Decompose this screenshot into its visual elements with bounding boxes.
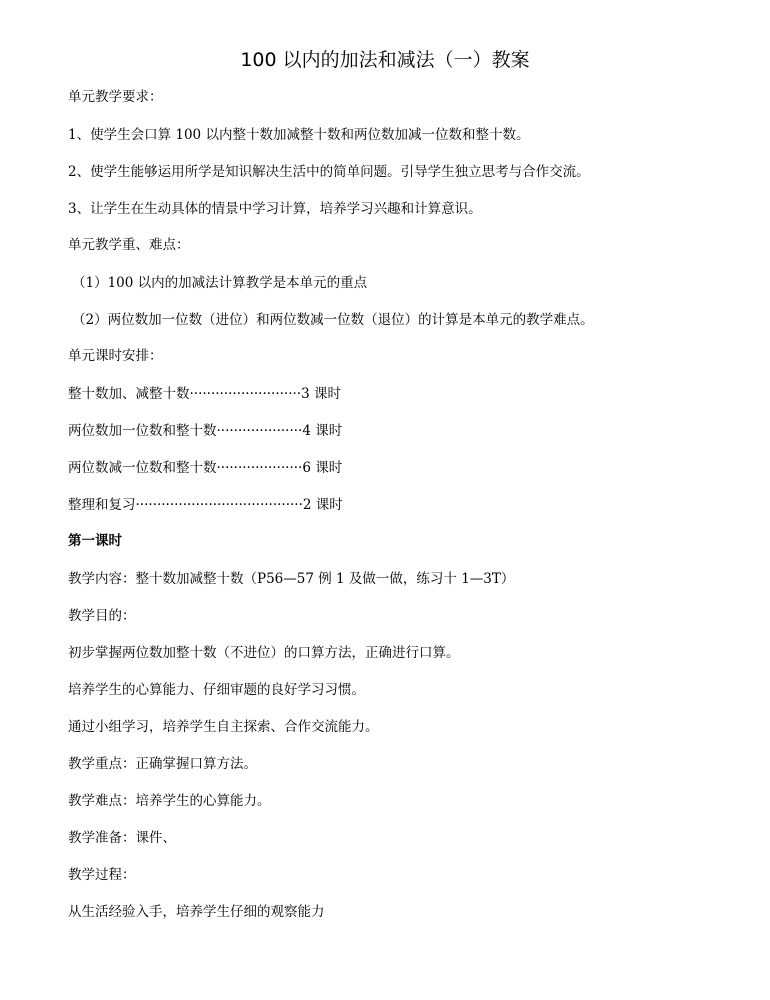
objective-item-1: 初步掌握两位数加整十数（不进位）的口算方法，正确进行口算。	[68, 645, 460, 661]
objective-item-2: 培养学生的心算能力、仔细审题的良好学习习惯。	[68, 682, 365, 698]
section-heading-schedule: 单元课时安排：	[68, 348, 163, 364]
objective-item-3: 通过小组学习，培养学生自主探索、合作交流能力。	[68, 719, 379, 735]
section-heading-key-difficult-points: 单元教学重、难点：	[68, 237, 190, 253]
lesson-process-heading: 教学过程：	[68, 867, 136, 883]
document-title: 100 以内的加法和减法（一）教案	[240, 49, 530, 71]
lesson-difficult-point: 教学难点：培养学生的心算能力。	[68, 793, 271, 809]
schedule-item-2: 两位数加一位数和整十数····················4 课时	[68, 423, 343, 439]
key-point-2: （2）两位数加一位数（进位）和两位数减一位数（退位）的计算是本单元的教学难点。	[72, 312, 594, 328]
lesson-preparation: 教学准备：课件、	[68, 830, 176, 846]
requirement-item-3: 3、让学生在生动具体的情景中学习计算，培养学习兴趣和计算意识。	[68, 201, 482, 217]
section-heading-unit-requirements: 单元教学要求：	[68, 89, 163, 105]
schedule-item-4: 整理和复习·······································2 课时	[68, 497, 343, 513]
lesson-heading: 第一课时	[68, 533, 122, 549]
schedule-item-3: 两位数减一位数和整十数····················6 课时	[68, 460, 343, 476]
requirement-item-2: 2、使学生能够运用所学是知识解决生活中的简单问题。引导学生独立思考与合作交流。	[68, 164, 590, 180]
requirement-item-1: 1、使学生会口算 100 以内整十数加减整十数和两位数加减一位数和整十数。	[68, 127, 530, 143]
schedule-item-1: 整十数加、减整十数··························3 课时	[68, 386, 341, 402]
lesson-key-point: 教学重点：正确掌握口算方法。	[68, 756, 257, 772]
lesson-process-step-1: 从生活经验入手，培养学生仔细的观察能力	[68, 904, 325, 920]
lesson-objectives-heading: 教学目的：	[68, 608, 136, 624]
lesson-content: 教学内容：整十数加减整十数（P56—57 例 1 及做一做，练习十 1—3T）	[68, 571, 515, 587]
key-point-1: （1）100 以内的加减法计算教学是本单元的重点	[72, 275, 368, 291]
